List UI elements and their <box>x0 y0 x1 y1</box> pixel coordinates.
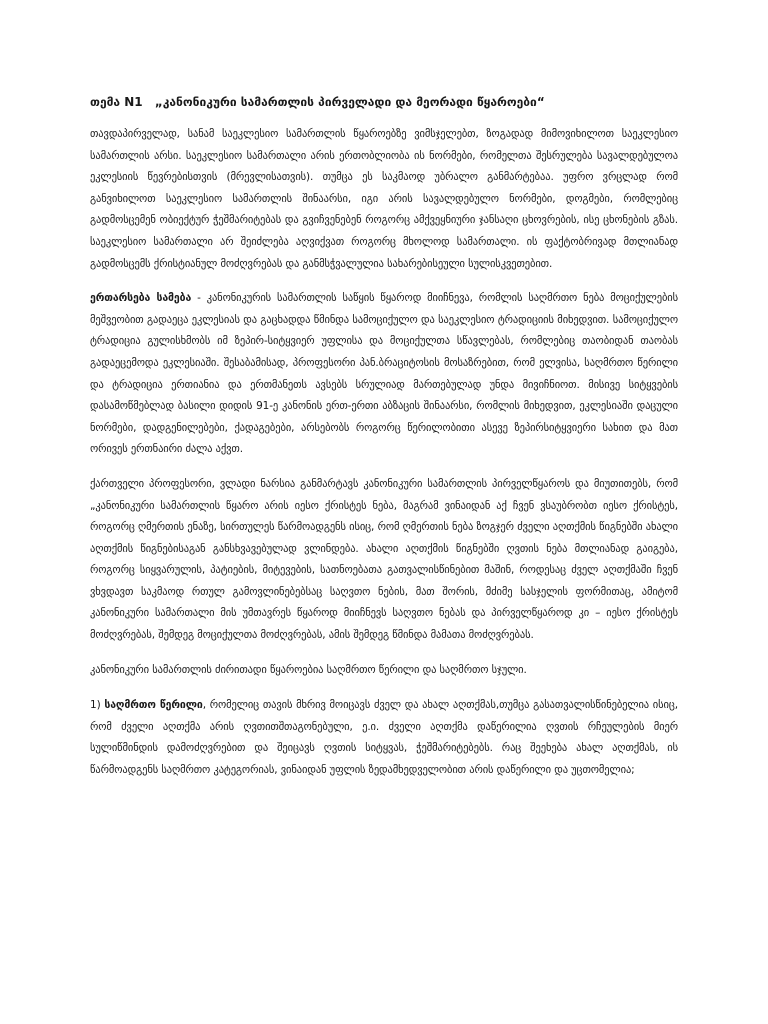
term-trinity: ერთარსება სამება <box>90 292 192 305</box>
topic-heading <box>90 93 678 111</box>
topic-title: „კანონიკური სამართლის პირველადი და მეორადი წყაროები“ <box>154 95 545 109</box>
paragraph-trinity-text: - კანონიკურის სამართლის საწყის წყაროდ მიიჩნევა, რომლის საღმრთო ნება მოციქულების მეშვეობით გადაეცა ეკლესიას და გაცხადდა წმინდა სამოციქულო და საეკლესიო ტრადიციის მიხედვით. სამოციქულო ტრადიცია გულისხმობს იმ ზეპირ-სიტყვიერ უფლისა და მოციქულთა სწავლებას, რომლებიც თაობიდან თაობას გადაეცემოდა ეკლესიაში. შესაბამისად, პროფესორი პან.ბრაციტოსის მოსაზრებით, რომ ელვისა, საღმრთო წერილი და ტრადიცია ერთიანია და ერთმანეთს ავსებს სრულიად მართებულად უნდა მივიჩნიოთ. მისივე სიტყვების დასამოწმებლად ბასილი დიდის 91-ე კანონის ერთ-ერთი აბზაცის შინაარსი, რომლის მიხედვით, ეკლესიაში დაცული ნორმები, დადგენილებები, ქადაგებები, არსებობს როგორც წერილობითი ასევე ზეპირსიტყვიერი სახით და მათ ორივეს ერთნაირი ძალა აქვთ. <box>90 292 678 456</box>
paragraph-intro: თავდაპირველად, სანამ საეკლესიო სამართლის წყაროებზე ვიმსჯელებთ, ზოგადად მიმოვიხილოთ საეკლესიო სამართლის არსი. საეკლესიო სამართალი არის ერთობლიობა ის ნორმები, რომელთა შესრულება სავალდებულოა ეკლესიის წევრებისთვის (მრევლისათვის). თუმცა ეს საკმაოდ უბრალო განმარტებაა. უფრო ვრცლად რომ განვიხილოთ საეკლესიო სამართლის შინაარსი, იგი არის სავალდებულო ნორმები, დოგმები, რომლებიც გადმოსცემენ ობიექტურ ჭეშმარიტებას და გვიჩვენებენ როგორც ამქვეყნიური ჯანსაღი ცხოვრების, ისე ცხონების გზას. საეკლესიო სამართალი არ შეიძლება აღვიქვათ როგორც მხოლოდ სამართალი. ის ფაქტობრივად მთლიანად გადმოსცემს ქრისტიანულ მოძღვრებას და განმსჭვალულია სახარებისეული სულისკვეთებით. <box>90 128 678 270</box>
paragraph-main-sources: კანონიკური სამართლის ძირითადი წყაროებია საღმრთო წერილი და საღმრთო სჯული. <box>90 663 527 676</box>
document-page <box>90 93 678 795</box>
topic-number: თემა N1 <box>90 95 143 109</box>
paragraph-trinity <box>90 288 678 461</box>
paragraph-holy-scripture-text: , რომელიც თავის მხრივ მოიცავს ძველ და ახალ აღთქმას,თუმცა გასათვალისწინებელია ისიც, რომ ძველი აღთქმა არის ღვთითშთაგონებული, ე.ი. ძველი აღთქმა დაწერილია ღვთის რჩეულების მიერ სულიწმინდის დამოძღვრებით და შეიცავს ღვთის სიტყვას, ჭეშმარიტებებს. რაც შეეხება ახალ აღთქმას, ის წარმოადგენს საღმრთო კატეგორიას, ვინაიდან უფლის ზედამხედველობით არის დაწერილი და უცთომელია; <box>90 699 678 777</box>
term-holy-scripture: საღმრთო წერილი <box>104 699 203 712</box>
paragraph-georgian-professor: ქართველი პროფესორი, ვლადი ნარსია განმარტავს კანონიკური სამართლის პირველწყაროს და მიუთითებს, რომ „კანონიკური სამართლის წყარო არის იესო ქრისტეს ნება, მაგრამ ვინაიდან აქ ჩვენ ვსაუბრობთ იესო ქრისტეს, როგორც ღმერთის ენაზე, სირთულეს წარმოადგენს ისიც, რომ ღმერთის ნება ზოგჯერ ძველი აღთქმის წიგნებში ახალი აღთქმის წიგნებისაგან განსხვავებულად ვლინდება. ახალი აღთქმის წიგნებში ღვთის ნება მთლიანად გაიგება, როგორც სიყვარულის, პატიების, მიტევების, სათნოებათა გათვალისწინებით მაშინ, როდესაც ძველ აღთქმაში ჩვენ ვხვდავთ საკმაოდ რთულ გამოვლინებებსაც საღვთო ნების, მათ შორის, მძიმე სასჯელის ფორმითაც, ამიტომ კანონიკური სამართალი მის უმთავრეს წყაროდ მიიჩნევს საღვთო ნებას და პირველწყაროდ კი – იესო ქრისტეს მოძღვრებას, შემდეგ მოციქულთა მოძღვრებას, ამის შემდეგ წმინდა მამათა მოძღვრებას. <box>90 477 678 642</box>
paragraph-holy-scripture <box>90 695 678 781</box>
list-number: 1) <box>90 699 101 712</box>
